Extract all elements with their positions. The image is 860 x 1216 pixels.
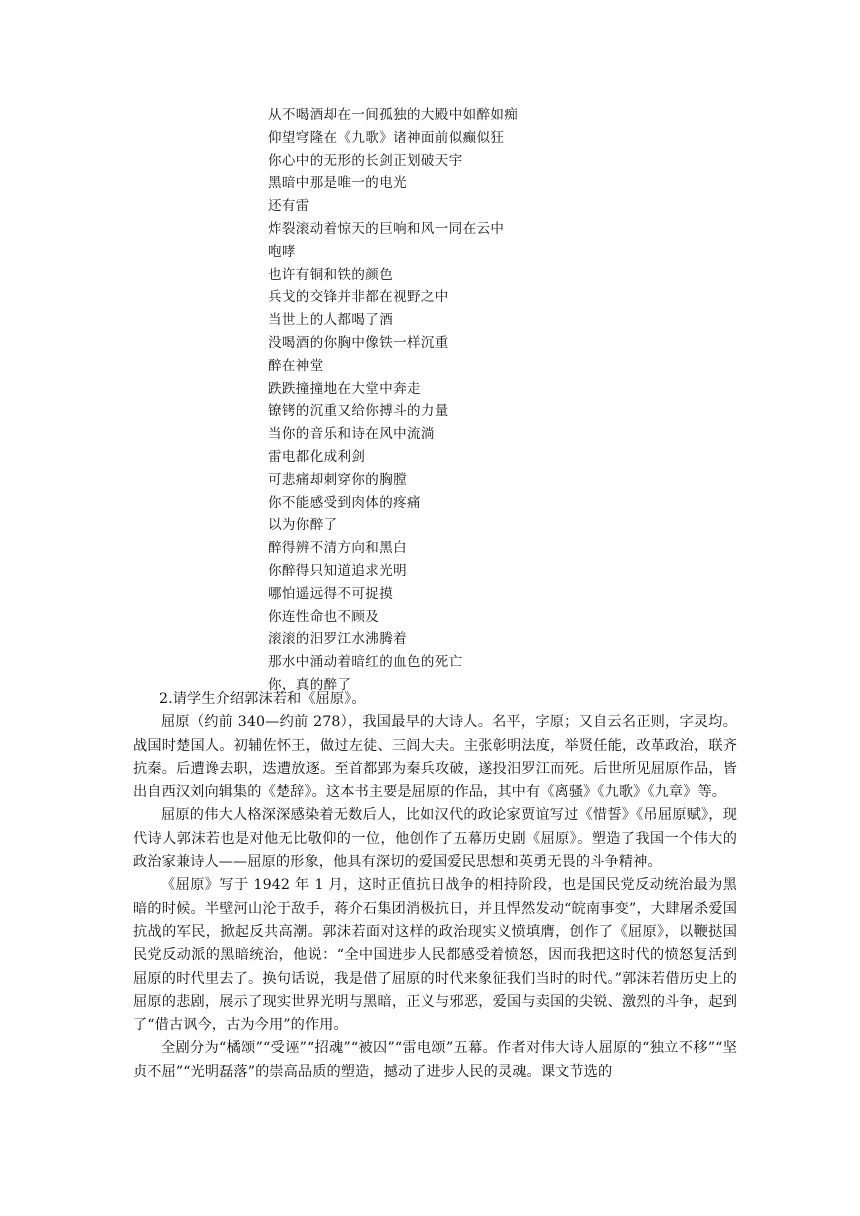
poem-line: 哪怕遥远得不可捉摸 <box>268 585 394 602</box>
poem-line: 仰望穹隆在《九歌》诸神面前似癫似狂 <box>268 129 505 146</box>
poem-line: 还有雷 <box>268 198 310 215</box>
poem-line: 可悲痛却刺穿你的胸膛 <box>268 471 407 488</box>
poem-line: 咆哮 <box>268 243 296 260</box>
poem-line: 也许有铜和铁的颜色 <box>268 266 394 283</box>
poem-line: 你心中的无形的长剑正划破天宇 <box>268 152 463 169</box>
poem-line: 没喝酒的你胸中像铁一样沉重 <box>268 334 449 351</box>
poem-line: 你，真的醉了 <box>268 676 352 693</box>
paragraph: 屈原（约前 340—约前 278），我国最早的大诗人。名平，字原；又自云名正则，字灵均。战国时楚国人。初辅佐怀王，做过左徒、三闾大夫。主张彰明法度，举贤任能，改革政治，联齐抗秦。后遭谗去职，迭遭放逐。至首都郢为秦兵攻破，遂投汨罗江而死。后世所见屈原作品，皆出自西汉刘向辑集的《楚辞》。这本书主要是屈原的作品，其中有《离骚》《九歌》《九章》等。 <box>133 714 737 801</box>
poem-line: 你醉得只知道追求光明 <box>268 562 407 579</box>
poem-line: 跌跌撞撞地在大堂中奔走 <box>268 380 421 397</box>
poem-line: 你不能感受到肉体的疼痛 <box>268 494 421 511</box>
paragraph: 《屈原》写于 1942 年 1 月，这时正值抗日战争的相持阶段，也是国民党反动统治最为黑暗的时候。半壁河山沦于敌手，蒋介石集团消极抗日，并且悍然发动“皖南事变”，大肆屠杀爱国抗战的军民，掀起反共高潮。郭沫若面对这样的政治现实义愤填膺，创作了《屈原》，以鞭挞国民党反动派的黑暗统治，他说：“全中国进步人民都感受着愤怒，因而我把这时代的愤怒复活到屈原的时代里去了。换句话说，我是借了屈原的时代来象征我们当时的时代。”郭沫若借历史上的屈原的悲剧，展示了现实世界光明与黑暗，正义与邪恶，爱国与卖国的尖锐、激烈的斗争，起到了“借古讽今，古为今用”的作用。 <box>133 877 737 1034</box>
poem-line: 醉在神堂 <box>268 357 324 374</box>
poem-line: 当世上的人都喝了酒 <box>268 312 394 329</box>
paragraph: 全剧分为“橘颂”“受诬”“招魂”“被囚”“雷电颂”五幕。作者对伟大诗人屈原的“独立不移”“坚贞不屈”“光明磊落”的崇高品质的塑造，撼动了进步人民的灵魂。课文节选的 <box>133 1040 737 1080</box>
poem-line: 兵戈的交锋并非都在视野之中 <box>268 289 449 306</box>
poem-line: 镣铐的沉重又给你搏斗的力量 <box>268 403 449 420</box>
poem-line: 雷电都化成利剑 <box>268 448 366 465</box>
poem-line: 当你的音乐和诗在风中流淌 <box>268 426 435 443</box>
poem-line: 你连性命也不顾及 <box>268 608 380 625</box>
poem-line: 炸裂滚动着惊天的巨响和风一同在云中 <box>268 220 505 237</box>
poem-line: 醉得辨不清方向和黑白 <box>268 540 407 557</box>
poem-line: 以为你醉了 <box>268 517 338 534</box>
paragraph: 屈原的伟大人格深深感染着无数后人，比如汉代的政论家贾谊写过《惜誓》《吊屈原赋》，现代诗人郭沫若也是对他无比敬仰的一位，他创作了五幕历史剧《屈原》。塑造了我国一个伟大的政治家兼诗人——屈原的形象，他具有深切的爱国爱民思想和英勇无畏的斗争精神。 <box>133 807 737 871</box>
poem-line: 那水中涌动着暗红的血色的死亡 <box>268 654 463 671</box>
poem-line: 黑暗中那是唯一的电光 <box>268 175 407 192</box>
poem-line: 滚滚的汨罗江水沸腾着 <box>268 631 407 648</box>
poem-block <box>268 104 518 697</box>
poem-line: 从不喝酒却在一间孤独的大殿中如醉如痴 <box>268 107 519 123</box>
prose-block <box>133 688 737 1084</box>
section-heading: 2.请学生介绍郭沫若和《屈原》。 <box>159 691 366 707</box>
